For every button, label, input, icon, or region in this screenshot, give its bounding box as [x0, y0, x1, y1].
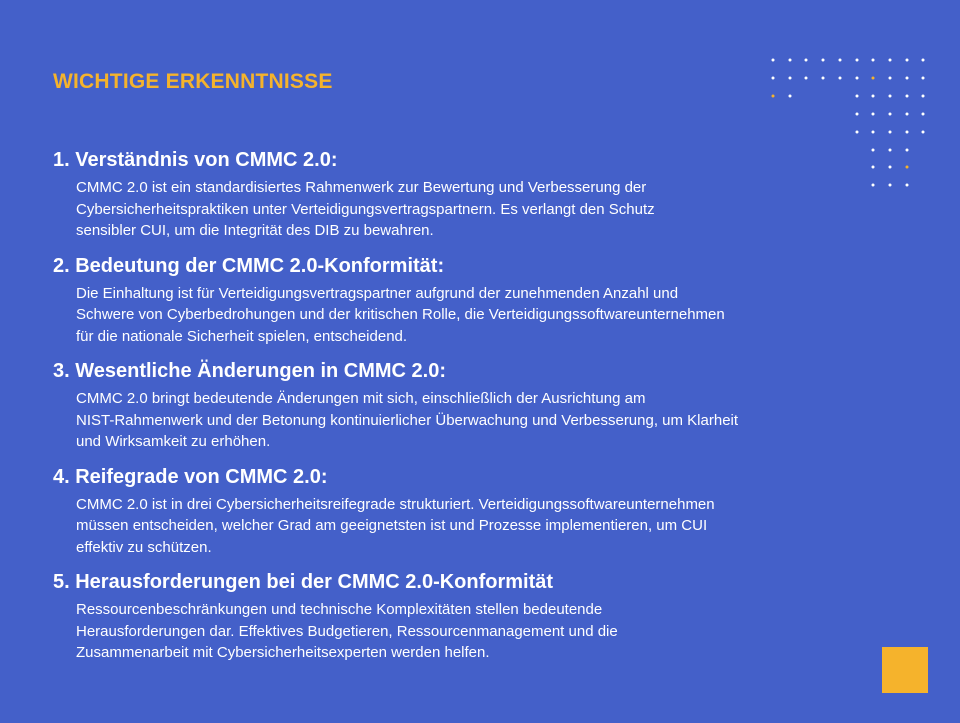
- decorative-dot: [822, 77, 825, 80]
- finding-title: 4. Reifegrade von CMMC 2.0:: [53, 465, 328, 488]
- decorative-dot: [906, 166, 909, 169]
- decorative-dot: [805, 77, 808, 80]
- decorative-square: [882, 647, 928, 693]
- page-title: WICHTIGE ERKENNTNISSE: [53, 70, 333, 93]
- decorative-dot: [906, 95, 909, 98]
- finding-title: 3. Wesentliche Änderungen in CMMC 2.0:: [53, 360, 447, 382]
- decorative-dot: [906, 149, 909, 152]
- decorative-dot: [856, 95, 859, 98]
- decorative-dot: [922, 59, 925, 62]
- finding-line: CMMC 2.0 bringt bedeutende Änderungen mit sich, einschließlich der Ausrichtung am: [76, 390, 646, 407]
- finding-line: Die Einhaltung ist für Verteidigungsvertragspartner aufgrund der zunehmenden Anzahl und: [76, 284, 679, 302]
- decorative-dot: [856, 113, 859, 116]
- finding-line: CMMC 2.0 ist ein standardisiertes Rahmenwerk zur Bewertung und Verbesserung der: [76, 179, 647, 196]
- finding-item: [53, 570, 903, 664]
- decorative-dot: [872, 95, 875, 98]
- decorative-dot: [822, 59, 825, 62]
- finding-item: [53, 254, 903, 348]
- finding-line: müssen entscheiden, welcher Grad am geeignetsten ist und Prozesse implementieren, um CUI: [76, 517, 708, 534]
- decorative-dot: [856, 77, 859, 80]
- decorative-dot: [772, 95, 775, 98]
- decorative-dot: [772, 77, 775, 80]
- finding-line: für die nationale Sicherheit spielen, entscheidend.: [76, 327, 408, 345]
- decorative-dot: [839, 59, 842, 62]
- decorative-dot: [789, 59, 792, 62]
- decorative-dot: [906, 131, 909, 134]
- finding-item: [53, 148, 903, 242]
- decorative-dot: [922, 77, 925, 80]
- finding-body: [76, 388, 903, 453]
- finding-line: sensibler CUI, um die Integrität des DIB zu bewahren.: [76, 222, 434, 239]
- decorative-dot: [839, 77, 842, 80]
- finding-title: 1. Verständnis von CMMC 2.0:: [53, 149, 338, 171]
- finding-body: [76, 177, 903, 242]
- finding-item: [53, 359, 903, 453]
- key-findings-list: [53, 148, 903, 676]
- finding-line: CMMC 2.0 ist in drei Cybersicherheitsreifegrade strukturiert. Verteidigungssoftwareunternehmen: [76, 495, 715, 513]
- decorative-dot: [889, 131, 892, 134]
- decorative-dot: [922, 131, 925, 134]
- decorative-dot: [805, 59, 808, 62]
- decorative-dot: [872, 131, 875, 134]
- finding-line: NIST-Rahmenwerk und der Betonung kontinuierlicher Überwachung und Verbesserung, um Klarheit: [76, 411, 739, 429]
- decorative-dot: [889, 95, 892, 98]
- decorative-dot: [872, 59, 875, 62]
- finding-line: Zusammenarbeit mit Cybersicherheitsexperten werden helfen.: [76, 644, 490, 661]
- finding-line: und Wirksamkeit zu erhöhen.: [76, 433, 271, 450]
- decorative-dot: [889, 113, 892, 116]
- decorative-dot: [856, 131, 859, 134]
- decorative-dot: [772, 59, 775, 62]
- decorative-dot: [789, 95, 792, 98]
- decorative-dot: [922, 95, 925, 98]
- finding-body: [76, 283, 903, 348]
- finding-body: [76, 494, 903, 559]
- decorative-dot: [889, 59, 892, 62]
- decorative-dot: [906, 77, 909, 80]
- finding-line: Herausforderungen dar. Effektives Budgetieren, Ressourcenmanagement und die: [76, 622, 618, 640]
- finding-line: Ressourcenbeschränkungen und technische Komplexitäten stellen bedeutende: [76, 601, 603, 618]
- decorative-dot: [889, 77, 892, 80]
- decorative-dot: [789, 77, 792, 80]
- finding-title: 2. Bedeutung der CMMC 2.0-Konformität:: [53, 254, 445, 277]
- decorative-dot: [872, 113, 875, 116]
- finding-title: 5. Herausforderungen bei der CMMC 2.0-Konformität: [53, 571, 554, 593]
- decorative-dot: [906, 59, 909, 62]
- decorative-dot: [906, 113, 909, 116]
- finding-body: [76, 599, 903, 664]
- finding-line: Schwere von Cyberbedrohungen und der kritischen Rolle, die Verteidigungssoftwareunternehmen: [76, 306, 725, 323]
- decorative-dot: [872, 77, 875, 80]
- decorative-dot: [856, 59, 859, 62]
- finding-item: [53, 465, 903, 559]
- decorative-dot: [906, 184, 909, 187]
- decorative-dot: [922, 113, 925, 116]
- finding-line: effektiv zu schützen.: [76, 538, 212, 556]
- finding-line: Cybersicherheitspraktiken unter Verteidigungsvertragspartnern. Es verlangt den Schutz: [76, 200, 655, 218]
